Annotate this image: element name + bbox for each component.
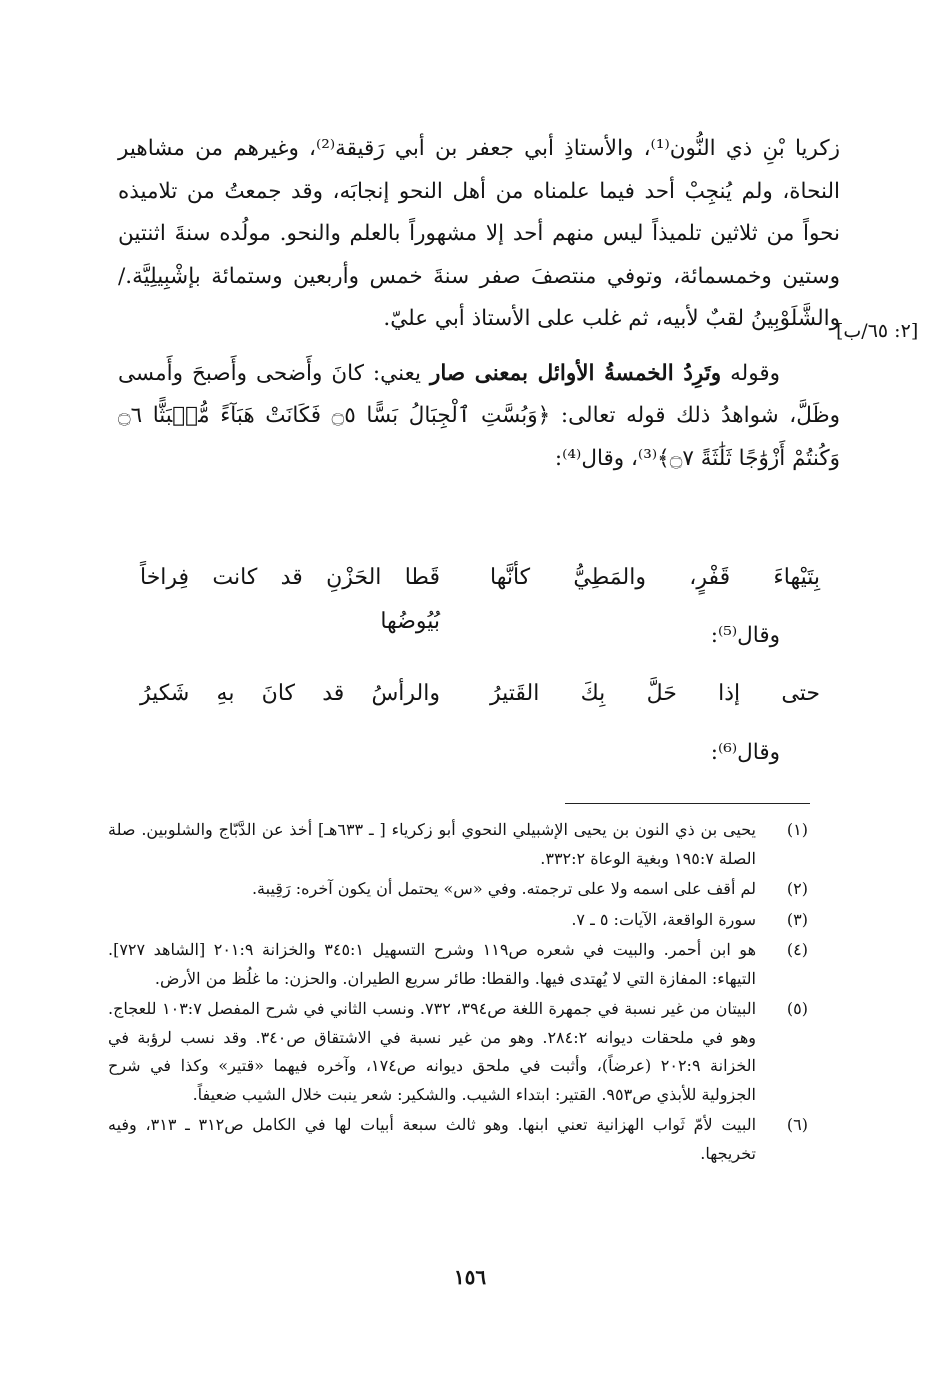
footnote-number: (٣) [786,909,808,929]
footnote [108,816,808,873]
page-number: ١٥٦ [453,1265,487,1289]
footnote-number: (٤) [786,940,808,959]
waqal-label: وقال⁽⁶⁾: [710,740,780,765]
quoted-phrase: وتَرِدُ الخمسةُ الأوائل بمعنى صار [429,360,722,386]
footnote-text: لم أقف على اسمه ولا على ترجمته. وفي «س» يحتمل أن يكون آخره: رَقِيبة. [251,879,756,898]
verse-line [120,672,820,716]
verse-hemistich-first: بِتَيْهاءَ قَفْرٍ، والمَطِيُّ كأنَّها [490,565,820,590]
footnote-separator [565,803,810,804]
verse-line [120,556,820,634]
footnote [108,1111,808,1168]
paragraph-2 [118,353,840,481]
paragraph-2-lead: وقوله [721,360,780,386]
footnote-number: (٦) [786,1115,808,1134]
footnote [108,875,808,904]
paragraph-2-rest: يعني: كانَ وأَضحى وأَصبحَ وأَمسى وظَلَّ، شواهدُ ذلك قوله تعالى: ﴿وَبُسَّتِ ٱلْجِبَالُ بَسًّا ۝٥ فَكَانَتْ هَبَآءً مُّنۢبَثًّا ۝٦ وَكُنتُمْ أَزْوَٰجًا ثَلَٰثَةً ۝٧﴾⁽³⁾، وقال⁽⁴⁾: [118,360,841,471]
footnote [108,906,808,935]
footnote-text: يحيى بن ذي النون بن يحيى الإشبيلي النحوي أبو زكرياء [ ـ ٦٣٣هـ] أخذ عن الدَّبّاج والشلوبين. صلة الصلة ١٩٥:٧ وبغية الوعاة ٣٣٢:٢. [108,820,756,868]
footnote-text: البيت لأمّ ثَواب الهزانية تعني ابنها. وهو ثالث سبعة أبيات لها في الكامل ص٣١٢ ـ ٣١٣، وفيه تخريجها. [108,1115,757,1163]
verse-hemistich-first: حتى إذا حَلَّ بِكَ القَتيرُ [490,681,820,706]
paragraph-1: زكريا بْنِ ذي النُّون⁽¹⁾، والأستاذِ أبي جعفر بن أبي رَقيقة⁽²⁾، وغيرهم من مشاهير النحاة، ولم يُنجِبْ أحد فيما علمناه من أهل النحو إنجابَه، وقد جمعتُ من تلاميذه نحواً من ثلاثين تلميذاً ليس منهم أحد إلا مشهوراً بالعلم والنحو. مولُده سنةَ اثنتين وستين وخمسمائة، وتوفي منتصفَ صفر سنةَ خمس وأربعين وستمائة بإشْبِيلِيَّة./ والشَّلَوْبِينُ لقبٌ لأبيه، ثم غلب على الأستاذ أبي عليّ. [118,136,841,331]
manuscript-folio-note: [٢: ٦٥/ب] [836,320,919,342]
footnote-number: (٢) [786,879,808,898]
footnotes [108,816,808,1168]
footnote-text: البيتان من غير نسبة في جمهرة اللغة ص٣٩٤، ٧٣٢. ونسب الثاني في شرح المفصل ١٠٣:٧ للعجاج. وهو في ملحقات ديوانه ٢٨٤:٢. وهو من غير نسبة في الاشتقاق ص٣٤٠. وقد نسب لرؤبة في الخزانة ٢٠٢:٩ (عرضاً)، وأثبت في ملحق ديوانه ص١٧٤، وآخره فيهما «قتير» وكذا في شرح الجزولية للأبذي ص٩٥٣. القتير: ابتداء الشيب. والشكير: شعر ينبت خلال الشيب ضعيفاً. [108,999,757,1104]
footnote-number: (٥) [786,999,808,1018]
main-text [118,128,840,480]
footnote [108,936,808,993]
verse-hemistich-second: والرأسُ قد كانَ بهِ شَكيرُ [140,681,440,706]
waqal-label: وقال⁽⁵⁾: [710,623,780,648]
footnote-text: سورة الواقعة، الآيات: ٥ ـ ٧. [571,909,756,929]
footnote-number: (١) [786,820,808,839]
footnote [108,995,808,1109]
footnote-text: هو ابن أحمر. والبيت في شعره ص١١٩ وشرح التسهيل ٣٤٥:١ والخزانة ٢٠١:٩ [الشاهد ٧٢٧]. التيهاء: المفازة التي لا يُهتدى فيها. والقطا: طائر سريع الطيران. والحزن: ما غلُظ من الأرض. [108,940,757,988]
verse-hemistich-second: قَطا الحَزْنِ قد كانت فِراخاً بُيُوضُها [140,565,440,634]
